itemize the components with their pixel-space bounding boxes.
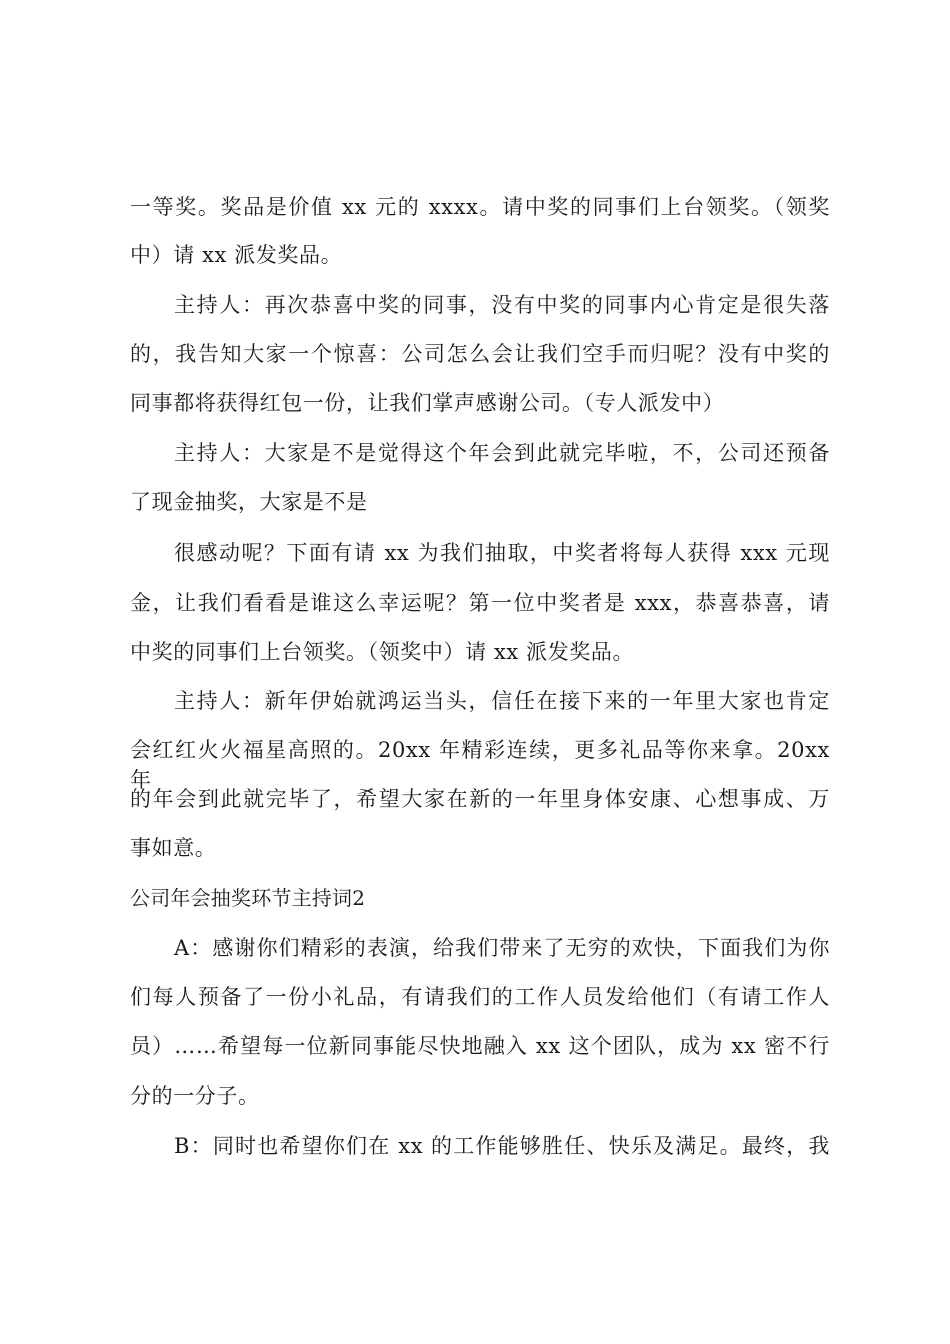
text-line: 事如意。 bbox=[130, 836, 217, 860]
paragraph-first-line: 主持人：再次恭喜中奖的同事，没有中奖的同事内心肯定是很失落 bbox=[174, 293, 830, 317]
text-line: 的，我告知大家一个惊喜：公司怎么会让我们空手而归呢？没有中奖的 bbox=[130, 342, 830, 366]
paragraph-first-line: 主持人：大家是不是觉得这个年会到此就完毕啦，不，公司还预备 bbox=[174, 441, 830, 465]
paragraph-first-line: B：同时也希望你们在 xx 的工作能够胜任、快乐及满足。最终，我 bbox=[174, 1134, 830, 1158]
paragraph-first-line: 主持人：新年伊始就鸿运当头，信任在接下来的一年里大家也肯定 bbox=[174, 689, 830, 713]
paragraph-first-line: A：感谢你们精彩的表演，给我们带来了无穷的欢快，下面我们为你 bbox=[174, 936, 830, 960]
text-line: 一等奖。奖品是价值 xx 元的 xxxx。请中奖的同事们上台领奖。（领奖 bbox=[130, 195, 830, 219]
text-line: 分的一分子。 bbox=[130, 1084, 260, 1108]
text-line: 中奖的同事们上台领奖。（领奖中）请 xx 派发奖品。 bbox=[130, 640, 635, 664]
text-line: 金，让我们看看是谁这么幸运呢？第一位中奖者是 xxx，恭喜恭喜，请 bbox=[130, 591, 830, 615]
text-line: 们每人预备了一份小礼品，有请我们的工作人员发给他们（有请工作人 bbox=[130, 985, 830, 1009]
text-line: 中）请 xx 派发奖品。 bbox=[130, 243, 343, 267]
text-line: 同事都将获得红包一份，让我们掌声感谢公司。（专人派发中） bbox=[130, 391, 725, 415]
text-line: 员）……希望每一位新同事能尽快地融入 xx 这个团队，成为 xx 密不行 bbox=[130, 1034, 830, 1058]
text-line: 会红红火火福星高照的。20xx 年精彩连续，更多礼品等你来拿。20xx 年 bbox=[130, 738, 830, 792]
section-heading: 公司年会抽奖环节主持词2 bbox=[130, 886, 366, 910]
text-line: 了现金抽奖，大家是不是 bbox=[130, 490, 368, 514]
text-line: 的年会到此就完毕了，希望大家在新的一年里身体安康、心想事成、万 bbox=[130, 787, 830, 811]
paragraph-first-line: 很感动呢？下面有请 xx 为我们抽取，中奖者将每人获得 xxx 元现 bbox=[174, 541, 830, 565]
